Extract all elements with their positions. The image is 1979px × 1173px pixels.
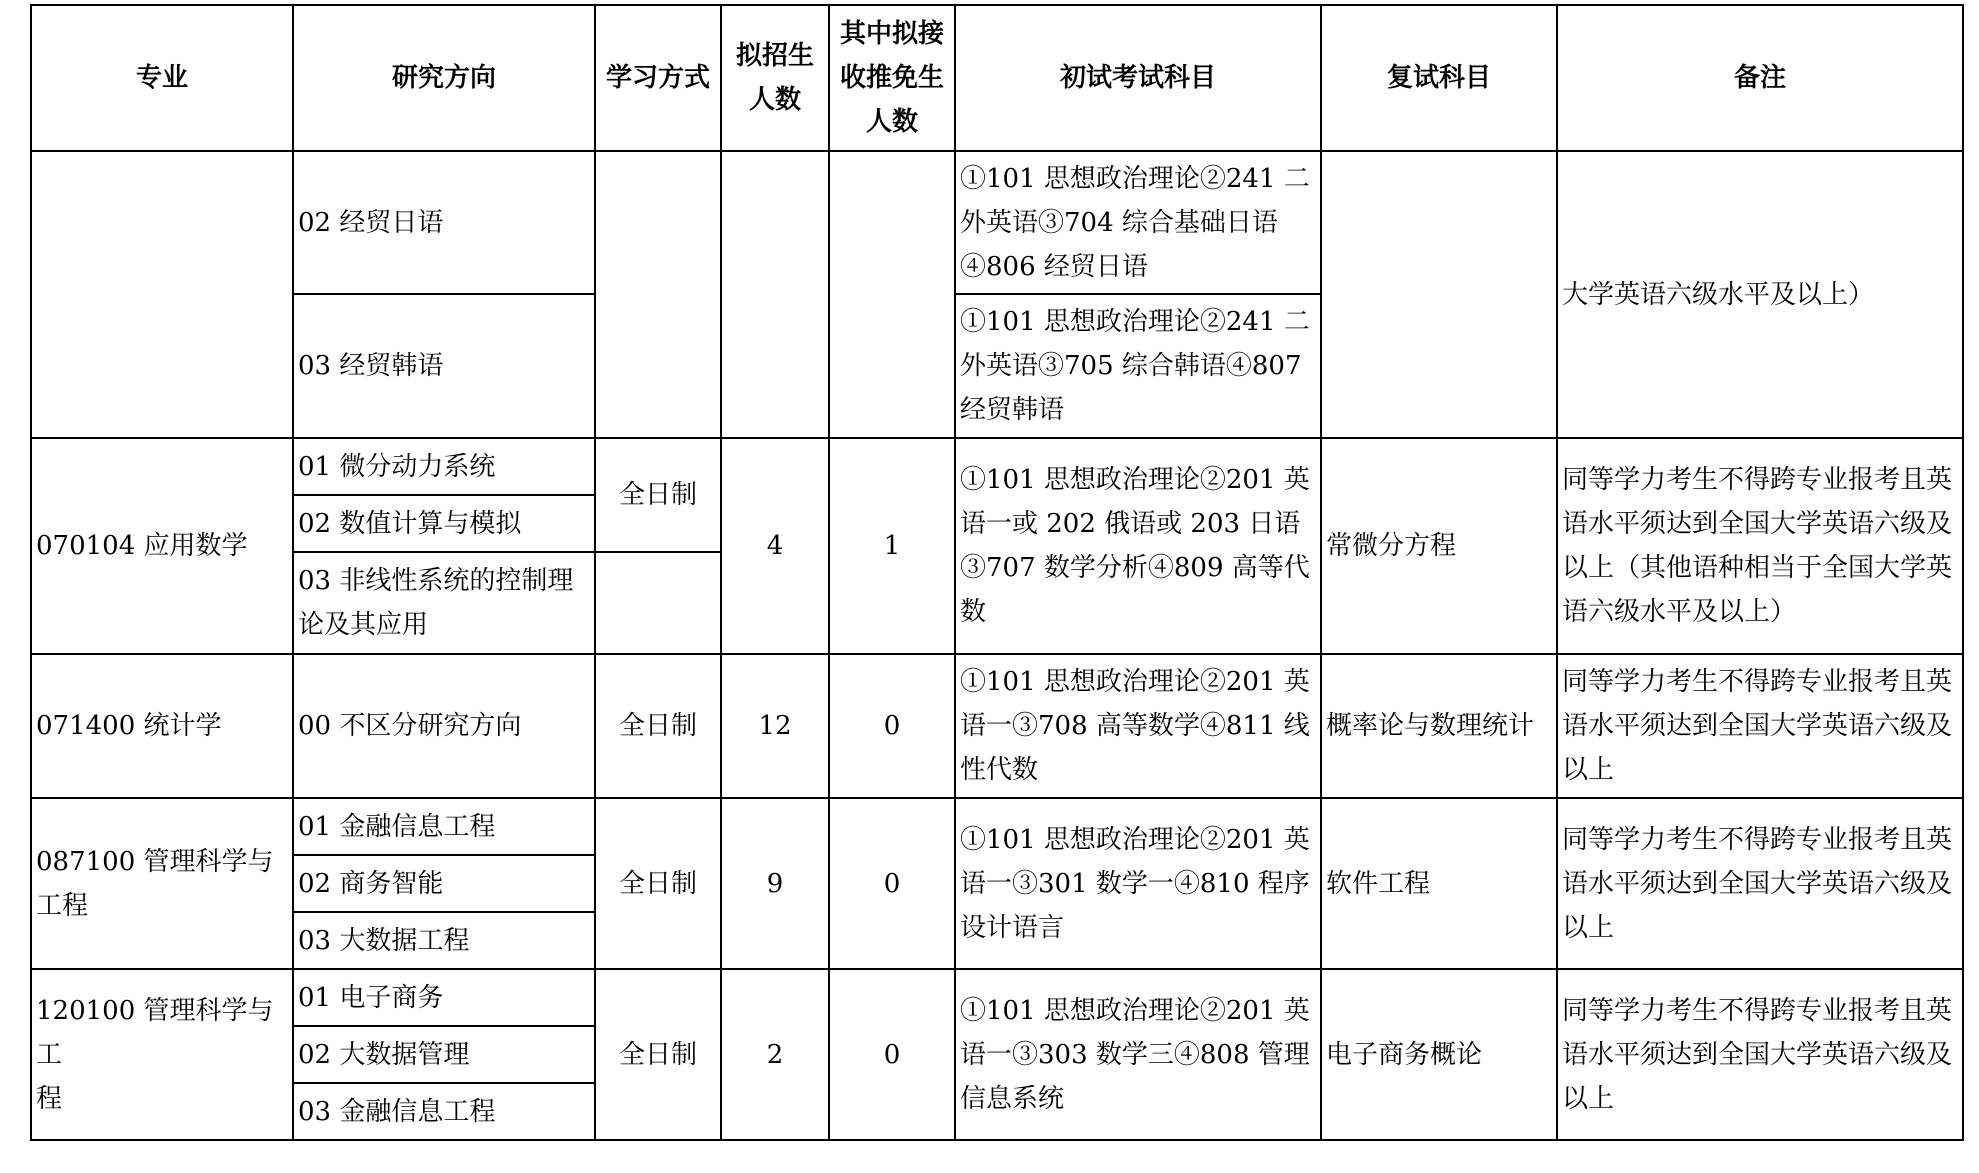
mode-cell: 全日制 — [595, 438, 721, 552]
quota-cell: 12 — [721, 654, 829, 798]
remarks-cell: 同等学力考生不得跨专业报考且英语水平须达到全国大学英语六级及以上 — [1557, 654, 1963, 798]
mode-cell — [595, 151, 721, 438]
remarks-cell: 同等学力考生不得跨专业报考且英语水平须达到全国大学英语六级及以上 — [1557, 798, 1963, 969]
retest-cell: 软件工程 — [1321, 798, 1557, 969]
exam-cell: ①101 思想政治理论②241 二外英语③705 综合韩语④807 经贸韩语 — [955, 294, 1321, 438]
table-row — [31, 798, 1963, 855]
exempt-cell: 1 — [829, 438, 955, 654]
header-exam: 初试考试科目 — [955, 5, 1321, 151]
header-quota: 拟招生人数 — [721, 5, 829, 151]
retest-cell: 电子商务概论 — [1321, 969, 1557, 1140]
table-row — [31, 151, 1963, 294]
mode-cell: 全日制 — [595, 969, 721, 1140]
direction-cell: 02 商务智能 — [293, 855, 595, 912]
exempt-cell: 0 — [829, 969, 955, 1140]
exam-cell: ①101 思想政治理论②201 英语一或 202 俄语或 203 日语③707 数学分析④809 高等代数 — [955, 438, 1321, 654]
exam-cell: ①101 思想政治理论②241 二外英语③704 综合基础日语④806 经贸日语 — [955, 151, 1321, 294]
quota-cell: 4 — [721, 438, 829, 654]
exam-cell: ①101 思想政治理论②201 英语一③708 高等数学④811 线性代数 — [955, 654, 1321, 798]
admissions-table — [30, 4, 1964, 1141]
major-cell: 120100 管理科学与工 程 — [31, 969, 293, 1140]
exempt-cell: 0 — [829, 798, 955, 969]
header-retest: 复试科目 — [1321, 5, 1557, 151]
header-major: 专业 — [31, 5, 293, 151]
exam-cell: ①101 思想政治理论②201 英语一③301 数学一④810 程序设计语言 — [955, 798, 1321, 969]
header-mode: 学习方式 — [595, 5, 721, 151]
direction-cell: 01 微分动力系统 — [293, 438, 595, 495]
quota-cell: 2 — [721, 969, 829, 1140]
mode-spacer — [595, 552, 721, 654]
major-cell: 071400 统计学 — [31, 654, 293, 798]
retest-cell: 常微分方程 — [1321, 438, 1557, 654]
mode-cell: 全日制 — [595, 798, 721, 969]
exam-cell: ①101 思想政治理论②201 英语一③303 数学三④808 管理信息系统 — [955, 969, 1321, 1140]
header-row — [31, 5, 1963, 151]
direction-cell: 03 非线性系统的控制理论及其应用 — [293, 552, 595, 654]
direction-cell: 01 金融信息工程 — [293, 798, 595, 855]
remarks-cell: 大学英语六级水平及以上） — [1557, 151, 1963, 438]
quota-cell — [721, 151, 829, 438]
exempt-cell — [829, 151, 955, 438]
quota-cell: 9 — [721, 798, 829, 969]
major-cell — [31, 151, 293, 438]
direction-cell: 03 大数据工程 — [293, 912, 595, 969]
major-cell: 070104 应用数学 — [31, 438, 293, 654]
direction-cell: 02 数值计算与模拟 — [293, 495, 595, 552]
direction-cell: 02 经贸日语 — [293, 151, 595, 294]
direction-cell: 03 金融信息工程 — [293, 1083, 595, 1140]
direction-cell: 00 不区分研究方向 — [293, 654, 595, 798]
retest-cell — [1321, 151, 1557, 438]
mode-cell: 全日制 — [595, 654, 721, 798]
direction-cell: 02 大数据管理 — [293, 1026, 595, 1083]
exempt-cell: 0 — [829, 654, 955, 798]
table-row — [31, 438, 1963, 495]
header-remarks: 备注 — [1557, 5, 1963, 151]
direction-cell: 03 经贸韩语 — [293, 294, 595, 438]
header-exempt: 其中拟接收推免生人数 — [829, 5, 955, 151]
remarks-cell: 同等学力考生不得跨专业报考且英语水平须达到全国大学英语六级及以上 — [1557, 969, 1963, 1140]
table-row — [31, 969, 1963, 1026]
direction-cell: 01 电子商务 — [293, 969, 595, 1026]
retest-cell: 概率论与数理统计 — [1321, 654, 1557, 798]
major-cell: 087100 管理科学与工程 — [31, 798, 293, 969]
header-direction: 研究方向 — [293, 5, 595, 151]
remarks-cell: 同等学力考生不得跨专业报考且英语水平须达到全国大学英语六级及以上（其他语种相当于全国大学英语六级水平及以上） — [1557, 438, 1963, 654]
table-row — [31, 654, 1963, 798]
